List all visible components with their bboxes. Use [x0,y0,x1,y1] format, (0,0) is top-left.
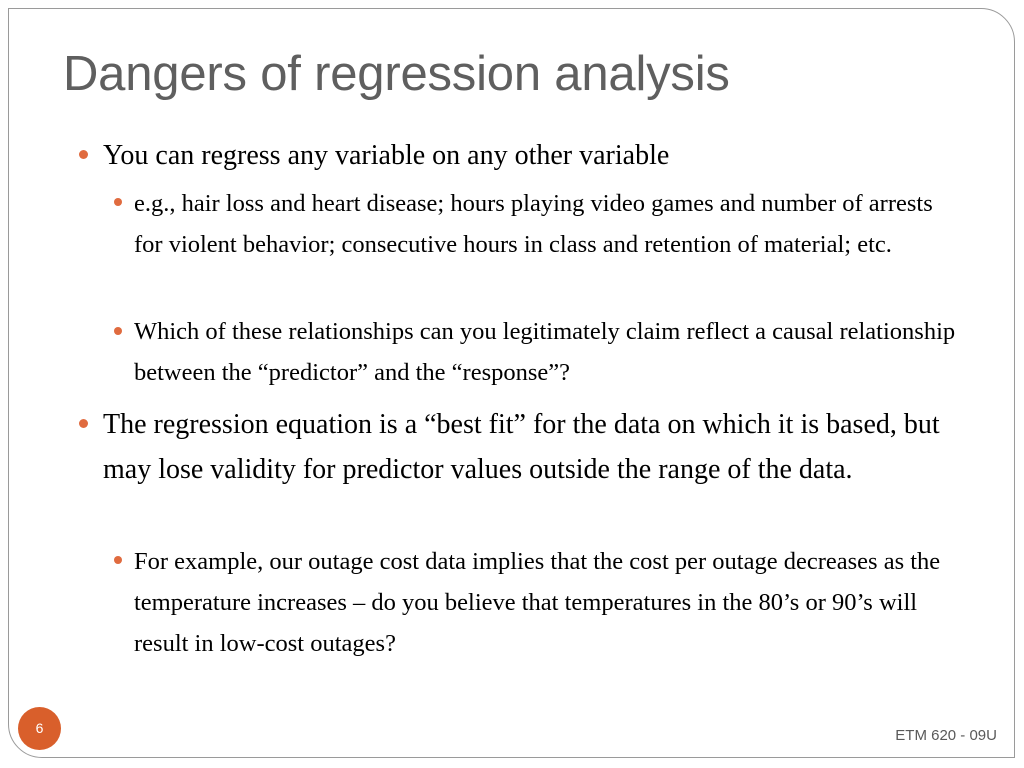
bullet-2: The regression equation is a “best fit” for the data on which it is based, but may lose validity for predictor values outside the range of the data. [103,409,940,485]
page-number-badge: 6 [18,707,61,750]
bullet-2-sub-1: For example, our outage cost data implies that the cost per outage decreases as the temperature increases – do you believe that temperatures in the 80’s or 90’s will result in low-cost outages? [134,548,941,657]
bullet-dot-icon [114,198,122,206]
footer-text: ETM 620 - 09U [895,727,997,744]
bullet-dot-icon [114,327,122,335]
bullet-1-sub-2: Which of these relationships can you legitimately claim reflect a causal relationship between the “predictor” and the “response”? [134,318,956,386]
bullet-1-sub-1: e.g., hair loss and heart disease; hours playing video games and number of arrests for violent behavior; consecutive hours in class and retention of material; etc. [134,190,933,258]
bullet-dot-icon [79,150,88,159]
bullet-1: You can regress any variable on any other variable [103,140,670,171]
bullet-dot-icon [114,556,122,564]
slide-title: Dangers of regression analysis [63,47,730,101]
bullet-dot-icon [79,419,88,428]
